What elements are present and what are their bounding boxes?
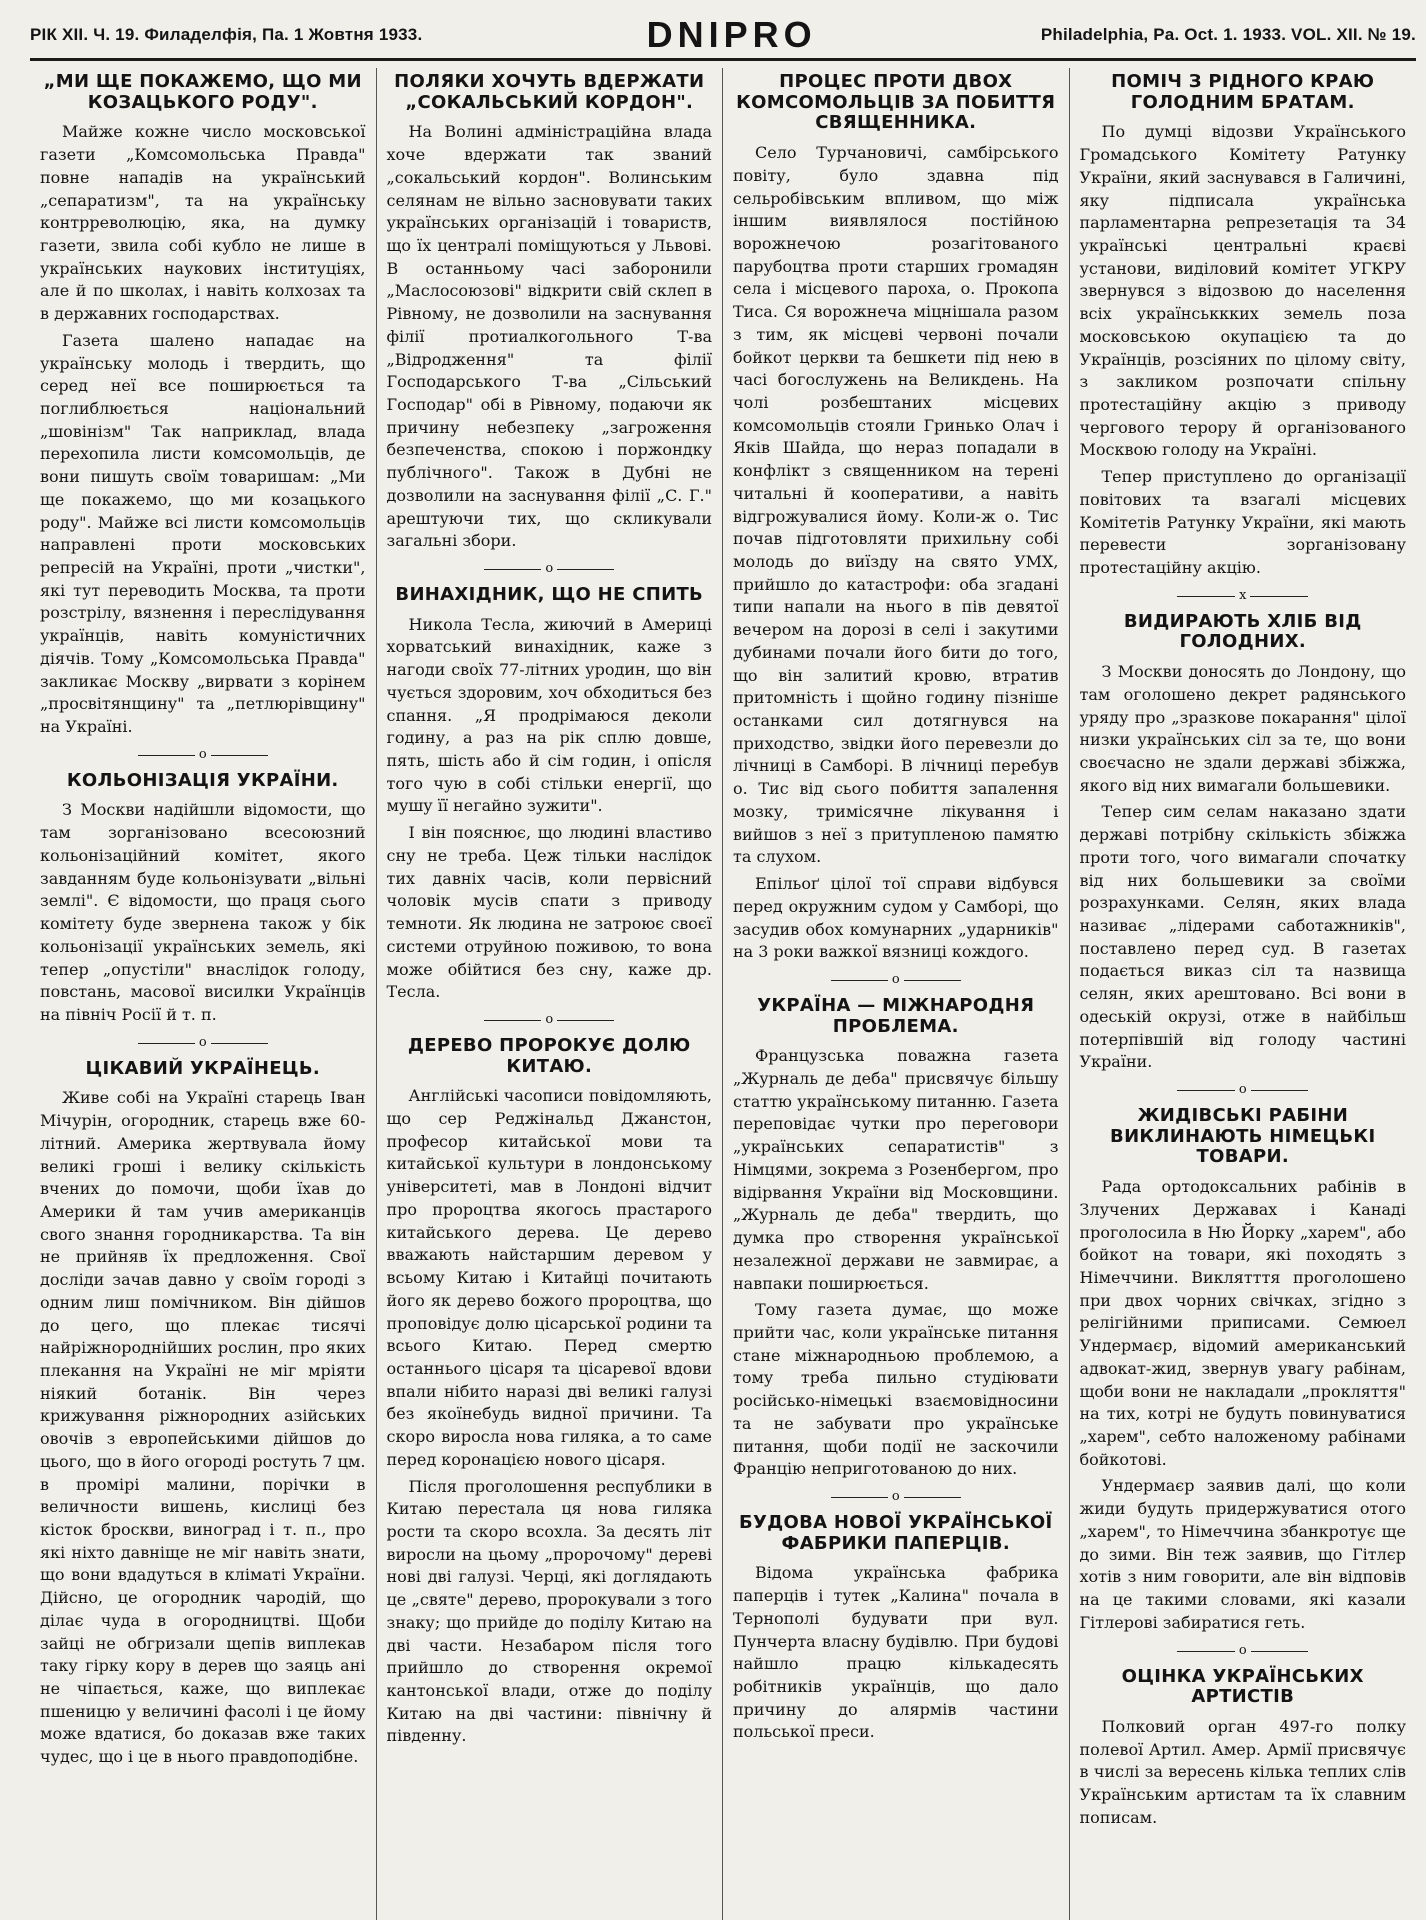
article-headline: ВИНАХІДНИК, ЩО НЕ СПИТЬ — [395, 584, 704, 606]
article-paragraph: Ундермаєр заявив далі, що коли жиди будуть придержуватися отого „харем", то Німеччина збанкротує ще до зими. Він теж заявив, що Гітлєр хотів з ним говорити, але він відповів на це такими словами, які казали Гітлерові забиратися геть. — [1079, 1476, 1406, 1632]
section-separator: o — [40, 1035, 366, 1051]
article-paragraph: Тепер сим селам наказано здати державі потрібну скількість збіжжа проти того, чого вимагали спочатку від них большевики за своїми розрахунками. Селян, яких влада називає „лідерами саботажників", поставлено перед суд. В газетах подається виказ сіл та назвища селян, яких арештовано. Всі вони в одеській окрузі, отже в найбільш потерпівшій від голоду частині України. — [1079, 802, 1406, 1072]
article-paragraph: Французська поважна газета „Журналь де деба" присвячує більшу статтю українському питанню. Газета переповідає чутки про переговори „українських сепаратистів" з Німцями, зокрема з Розенбергом, про відірвання України від Московщини. „Журналь де деба" твердить, що думка про створення української незалежної держави не завмирає, а навпаки поширюється. — [733, 1046, 1059, 1293]
article-bread-taken — [1080, 612, 1407, 1074]
article-paragraph: Після проголошення республики в Китаю перестала ця нова гиляка рости та скоро всохла. За десять літ виросли на цьому „пророчому" дереві нові дві галузі. Черці, які доглядають це „святе" дерево, пророкували з того знаку; що прийде до поділу Китаю на дві части. Незабаром після того прийшло до створення окремої кантонської влади, отже до поділу Китаю на дві частини: північну й південну. — [386, 1476, 712, 1746]
article-paragraph: Живе собі на Україні старець Іван Мічурін, огородник, старець вже 60-літний. Америка жертвувала йому великі гроші і велику скількість вчених до помочи, щоби їхав до Америки й там учив американців свого знання городникарства. Та він не прийняв їх предложення. Свої досліди зачав давно у своїм городі з одним лиш помічником. Він дійшов до цего, що плекає тисячі найріжнороднійших рослин, про яких плекання на Україні не міг мріяти ніякий ботанік. Він через крижування ріжнородних азійських овочів з европейськими дійшов до цього, що в його огороді ростуть 7 цм. в промірі малини, порічки в величности вишень, кислиці без кісток броскви, виноград і т. п., про які ніхто давніще не міг навіть знати, що вони вдадуться в кліматі України. Дійсно, це огородник чародій, що ділає чуда в огородництві. Щоби зайці не обгризали щепів виплекав таку гірку кору в дерев що заяць ані не чіпається, каже, що виплекає пшеницю у величині фасолі і це йому може вдатися, бо доказав вже таких чудес, що і це в нього правдоподібне. — [40, 1088, 366, 1767]
article-paragraph: Село Турчановичі, самбірського повіту, було здавна під сельробівським впливом, що між іншим виявлялося постійною ворожнечою розагітованого парубоцтва проти старших громадян села і місцевого пароха, о. Прокопа Тиса. Ся ворожнеча міцнішала разом з тим, як місцеві червоні почали бойкот церкви та бешкети під нею в часі богослужень на Великдень. На чолі розбештаних місцевих комсомольців стояли Гринько Олач і Яків Шайда, що нераз попадали в конфлікт з священником на терені читальні й кооперативи, а навіть відгрожувалися йому. Коли-ж о. Тис почав підготовляти прихильну собі молодь до виїзду на свято УМХ, прийшло до катастрофи: оба згадані типи напали на нього в пів девятої вечером на дорозі в селі і закутими дубинами почали його бити до того, що він залитий кровю, втратив притомність і щойно годину пізніше останками сил дотягнувся на приходство, звідки його перевезли до лічниці в Самборі. В лічниці перебув о. Тис від сього побиття запалення мозку, тримісячне лікування і вийшов з неї з притупленою памятю та слухом. — [733, 143, 1059, 867]
section-separator: o — [1080, 1643, 1407, 1659]
article-paragraph: Відома українська фабрика паперців і тутек „Калина" почала в Тернополі будувати при вул. Пунчерта власну будівлю. При будові найшло працю кількадесять робітників українців, що дало причину до алярмів частини польської преси. — [733, 1563, 1059, 1742]
article-paragraph: З Москви надійшли відомости, що там зорганізовано всесоюзний кольонізаційний комітет, якого завданням буде кольонізувати „вільні землі". Є відомости, що праця сього комітету буде звернена також у бік кольонізації українських земель, які тепер „опустіли" внаслідок голоду, повстань, масової висилки Українців на північ Росії й т. п. — [40, 800, 366, 1024]
article-paragraph: Епільоґ цілої тої справи відбувся перед окружним судом у Самборі, що засудив обох комунарних „ударників" на 3 роки важкої вязниці кождого. — [733, 874, 1059, 962]
column-2 — [377, 68, 724, 1920]
article-paragraph: Рада ортодоксальних рабінів в Злучених Державах і Канаді проголосила в Ню Йорку „харем", або бойкот на товари, які походять з Німеччини. Виклятття проголошено при двох чорних свічках, згідно з релігійними приписами. Семюел Ундермаєр, відомий американський адвокат-жид, звернув увагу рабінам, щоби вони не накладали „прокляття" на тих, котрі не будуть повинуватися „харем", себто наложеному рабінами бойкотові. — [1079, 1177, 1406, 1469]
article-sleepless-inventor — [387, 585, 713, 1004]
masthead-issue-english: Philadelphia, Pa. Oct. 1. 1933. VOL. XII. № 19. — [1040, 25, 1416, 44]
article-headline: ВИДИРАЮТЬ ХЛІБ ВІД ГОЛОДНИХ. — [1123, 610, 1362, 653]
section-separator: o — [387, 1012, 713, 1028]
section-separator: o — [733, 1489, 1059, 1505]
article-headline: ПОМІЧ З РІДНОГО КРАЮ ГОЛОДНИМ БРАТАМ. — [1111, 71, 1375, 113]
article-headline: ЦІКАВИЙ УКРАЇНЕЦЬ. — [85, 1057, 321, 1079]
section-separator: o — [1080, 1082, 1407, 1098]
article-headline: ПРОЦЕС ПРОТИ ДВОХ КОМСОМОЛЬЦІВ ЗА ПОБИТТЯ СВЯЩЕННИКА. — [736, 71, 1056, 134]
newspaper-title: DNIPRO — [646, 14, 817, 55]
article-headline: ЖИДІВСЬКІ РАБІНИ ВИКЛИНАЮТЬ НІМЕЦЬКІ ТОВАРИ. — [1110, 1105, 1376, 1168]
article-paper-factory — [733, 1513, 1059, 1744]
column-1 — [30, 68, 377, 1920]
column-3 — [723, 68, 1070, 1920]
article-paragraph: Тепер приступлено до організації повітових та взагалі місцевих Комітетів Ратунку України, які мають перевести зорганізовану протестаційну акцію. — [1079, 467, 1406, 578]
article-paragraph: Газета шалено нападає на українську молодь і твердить, що серед неї все поширюється та поглиблюється національний „шовінізм" Так наприклад, влада перехопила листи комсомольців, де вони пишуть своїм товаришам: „Ми ще покажемо, що ми козацького роду". Майже всі листи комсомольців направлені проти московських репресій на Україні, проти „чистки", які тут переводить Москва, та проти розстрілу, вязнення і переслідування українців, навіть комуністичних діячів. Тому „Комсомольська Правда" закликає Москву „вирвати з корінем „просвітянщину" та „петлюрівщину" на Україні. — [40, 330, 366, 737]
article-interesting-ukrainian — [40, 1059, 366, 1769]
article-paragraph: Майже кожне число московської газети „Комсомольська Правда" повне нападів на український „сепаратизм", та на українську контрреволюцію, яка, на думку газети, звила собі кубло не лише в українських наукових інституціях, але й по школах, і навіть колхозах та в державних господарствах. — [40, 122, 366, 324]
section-separator: o — [733, 972, 1059, 988]
column-4 — [1070, 68, 1417, 1920]
article-paragraph: Англійські часописи повідомляють, що сер Реджінальд Джанстон, професор китайської мови та китайської культури в лондонському університеті, мав в Лондоні відчит про пророцтва якогось прастарого китайського дерева. Це дерево вважають найстаршим деревом у всьому Китаю і Китайці почитають його як дерево божого пророцтва, що проповідує долю цісарської родини та всього Китаю. Перед смертю останнього цісаря та цісаревої вдови впали нібито наразі дві великі галузі без якоїнебудь видної причини. Та скоро виросла нова гиляка, а то саме перед коронацією нового цісаря. — [386, 1086, 712, 1469]
article-komsomol-trial — [733, 72, 1059, 964]
article-rabbis-boycott — [1080, 1106, 1407, 1634]
article-paragraph: Тому газета думає, що може прийти час, коли українське питання стане міжнародньою проблемою, а тому треба пильно студіювати російсько-німецькі взаємовідносини та не забувати про українське питання, щоби події не заскочили Францію неприготованою до них. — [733, 1300, 1059, 1479]
article-colonization — [40, 771, 366, 1027]
article-paragraph: З Москви доносять до Лондону, що там оголошено декрет радянського уряду про „зразкове покарання" цілої низки українських сіл за те, що вони своєчасно не здали державі збіжжа, якого від них вимагали большевики. — [1079, 662, 1406, 795]
article-headline: „МИ ЩЕ ПОКАЖЕМО, ЩО МИ КОЗАЦЬКОГО РОДУ". — [43, 71, 362, 113]
article-artists-review — [1080, 1667, 1407, 1830]
section-separator: o — [387, 561, 713, 577]
article-kozak-roots — [40, 72, 366, 739]
article-headline: КОЛЬОНІЗАЦІЯ УКРАЇНИ. — [66, 769, 339, 791]
section-separator: o — [40, 747, 366, 763]
article-headline: БУДОВА НОВОЇ УКРАЇНСЬКОЇ ФАБРИКИ ПАПЕРЦІВ. — [738, 1511, 1053, 1554]
article-paragraph: На Волині адміністраційна влада хоче вдержати так званий „сокальський кордон". Волинським селянам не вільно засновувати таких українських організацій і товариств, що їх централі поміщуються у Львові. В останньому часі заборонили „Маслосоюзові" відкрити свій склеп в Рівному, не дозволили на заснування філії протиалкогольного Т-ва „Відродження" та філії Господарського Т-ва „Сільський Господар" обі в Рівному, подаючи як причину небезпеку „загроження безпеченства, спокою і поржондку публічного". Також в Дубні не дозволили на заснування філії „С. Г." арештуючи тих, що скликували загальні збори. — [386, 122, 712, 551]
article-headline: ОЦІНКА УКРАЇНСЬКИХ АРТИСТІВ — [1121, 1665, 1364, 1708]
article-headline: ПОЛЯКИ ХОЧУТЬ ВДЕРЖАТИ „СОКАЛЬСЬКИЙ КОРДОН". — [394, 71, 705, 113]
article-paragraph: Полковий орган 497-го полку полевої Артил. Амер. Армії присвячує в числі за вересень кілька теплих слів Українським артистам та їх славним пописам. — [1079, 1716, 1406, 1827]
article-sokal-border — [387, 72, 713, 553]
article-help-from-homeland — [1080, 72, 1407, 580]
article-columns — [30, 68, 1416, 1920]
article-paragraph: І він пояснює, що людині властиво сну не треба. Цеж тільки наслідок тих давніх часів, коли первісний чоловік мусів спати з приводу темноти. Як людина не затроює своєї системи отруйною поживою, то вона може обійтися без сну, каже др. Тесла. — [386, 823, 712, 1002]
article-paragraph: Никола Тесла, жиючий в Америці хорватський винахідник, каже з нагоди своїх 77-літних уродин, що він чується здоровим, хоч обходиться без спання. „Я продрімаюся деколи годину, а раз на рік сплю довше, пять, шість або й сім годин, і опісля того чую в собі стільки енергії, що мушу її негайно зужити". — [386, 614, 712, 816]
article-tree-prophecy — [387, 1036, 713, 1748]
article-paragraph: По думці відозви Українського Громадського Комітету Ратунку України, який заснувався в Галичині, яку підписала українська парламентарна репрезетація та 34 українські центральні краєві установи, виділовий комітет УГКРУ звернувся з відозвою до населення всіх українськкких земель поза московською окупацією та до Українців, розсіяних по цілому світу, з закликом розпочати спільну протестаційну акцію з приводу чергового терору й організованого Москвою голоду на Україні. — [1079, 122, 1406, 460]
article-headline: ДЕРЕВО ПРОРОКУЄ ДОЛЮ КИТАЮ. — [407, 1034, 691, 1077]
article-international-problem — [733, 996, 1059, 1481]
masthead-issue-ukrainian: РІК XII. Ч. 19. Филаделфія, Па. 1 Жовтня 1933. — [30, 25, 423, 44]
article-headline: УКРАЇНА — МІЖНАРОДНЯ ПРОБЛЕМА. — [757, 994, 1035, 1037]
masthead — [30, 12, 1416, 61]
section-separator: x — [1080, 588, 1407, 604]
